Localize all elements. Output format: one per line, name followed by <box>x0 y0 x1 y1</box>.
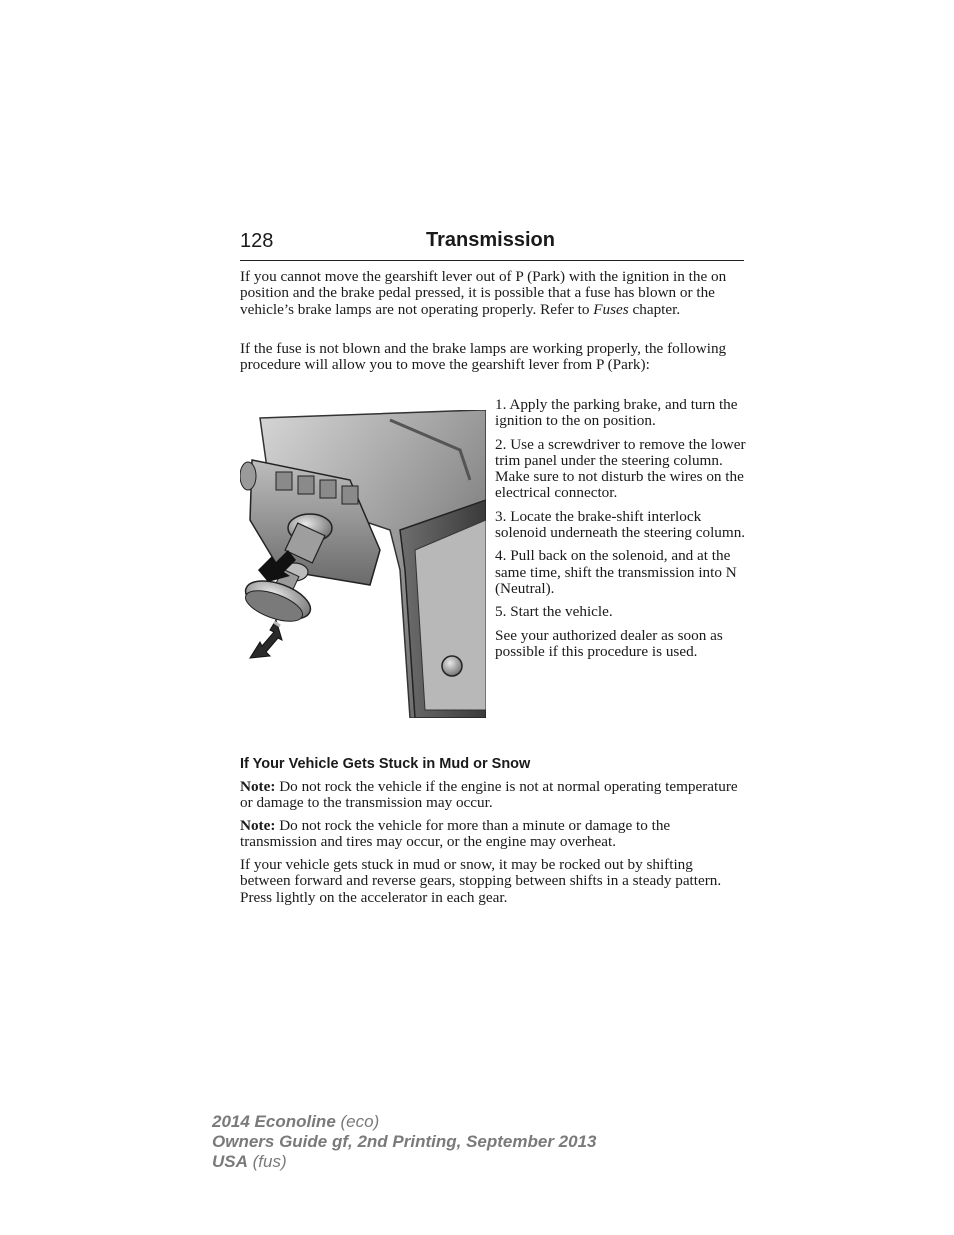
footer-line-3 <box>212 1152 596 1172</box>
footer-line-1 <box>212 1112 596 1132</box>
section-heading-mud-snow: If Your Vehicle Gets Stuck in Mud or Snow <box>240 756 531 772</box>
note-2 <box>240 818 746 851</box>
page-footer <box>212 1112 596 1172</box>
dealer-advice: See your authorized dealer as soon as possible if this procedure is used. <box>495 626 723 660</box>
rocking-paragraph: If your vehicle gets stuck in mud or snow, it may be rocked out by shifting between forward and reverse gears, stopping between shifts in a steady pattern. Press lightly on the accelerator in each gear. <box>240 856 722 906</box>
procedure-steps <box>495 397 749 667</box>
page-header <box>240 228 744 261</box>
solenoid-illustration-svg <box>240 410 486 718</box>
intro-text-end: chapter. <box>628 300 681 318</box>
step-item: 1. Apply the parking brake, and turn the ignition to the on position. <box>495 396 738 430</box>
note-label: Note: <box>240 778 276 795</box>
footer-model: 2014 Econoline <box>212 1112 336 1131</box>
housing-recess <box>415 520 486 710</box>
step-item: 2. Use a screwdriver to remove the lower trim panel under the steering column. Make sure to not disturb the wires on the electrical connector. <box>495 435 746 502</box>
intro-paragraph-2: If the fuse is not blown and the brake lamps are working properly, the following procedure will allow you to move the gearshift lever from P (Park): <box>240 340 727 374</box>
screw-icon <box>442 656 462 676</box>
note-1 <box>240 779 746 812</box>
connector-plug <box>240 462 256 490</box>
connector-pin-3 <box>320 480 336 498</box>
note-label: Note: <box>240 817 276 834</box>
footer-guide-info: Owners Guide gf, 2nd Printing, September 2013 <box>212 1132 597 1151</box>
note-2-text: Do not rock the vehicle for more than a minute or damage to the transmission and tires may occur, or the engine may overheat. <box>240 817 671 851</box>
brake-shift-interlock-solenoid-illustration <box>240 410 486 718</box>
intro-text: If you cannot move the gearshift lever out of P (Park) with the ignition in the on position and the brake pedal pressed, it is possible that a fuse has blown or the vehicle’s brake lamps are not operating properly. Refer to <box>240 268 727 318</box>
note-1-text: Do not rock the vehicle if the engine is not at normal operating temperature or damage to the transmission may occur. <box>240 778 738 812</box>
connector-pin-1 <box>276 472 292 490</box>
footer-market: USA <box>212 1152 248 1171</box>
intro-paragraph-1 <box>240 269 746 318</box>
connector-pin-4 <box>342 486 358 504</box>
step-item: 3. Locate the brake-shift interlock solenoid underneath the steering column. <box>495 507 746 542</box>
footer-line-2 <box>212 1132 596 1152</box>
footer-model-code: (eco) <box>335 1112 380 1131</box>
fuses-reference: Fuses <box>593 300 629 318</box>
page-title: Transmission <box>426 229 555 251</box>
connector-pin-2 <box>298 476 314 494</box>
step-item: 5. Start the vehicle. <box>495 603 613 621</box>
step-item: 4. Pull back on the solenoid, and at the same time, shift the transmission into N (Neutral). <box>495 547 737 597</box>
page-number: 128 <box>240 230 274 252</box>
footer-market-code: (fus) <box>247 1152 287 1171</box>
